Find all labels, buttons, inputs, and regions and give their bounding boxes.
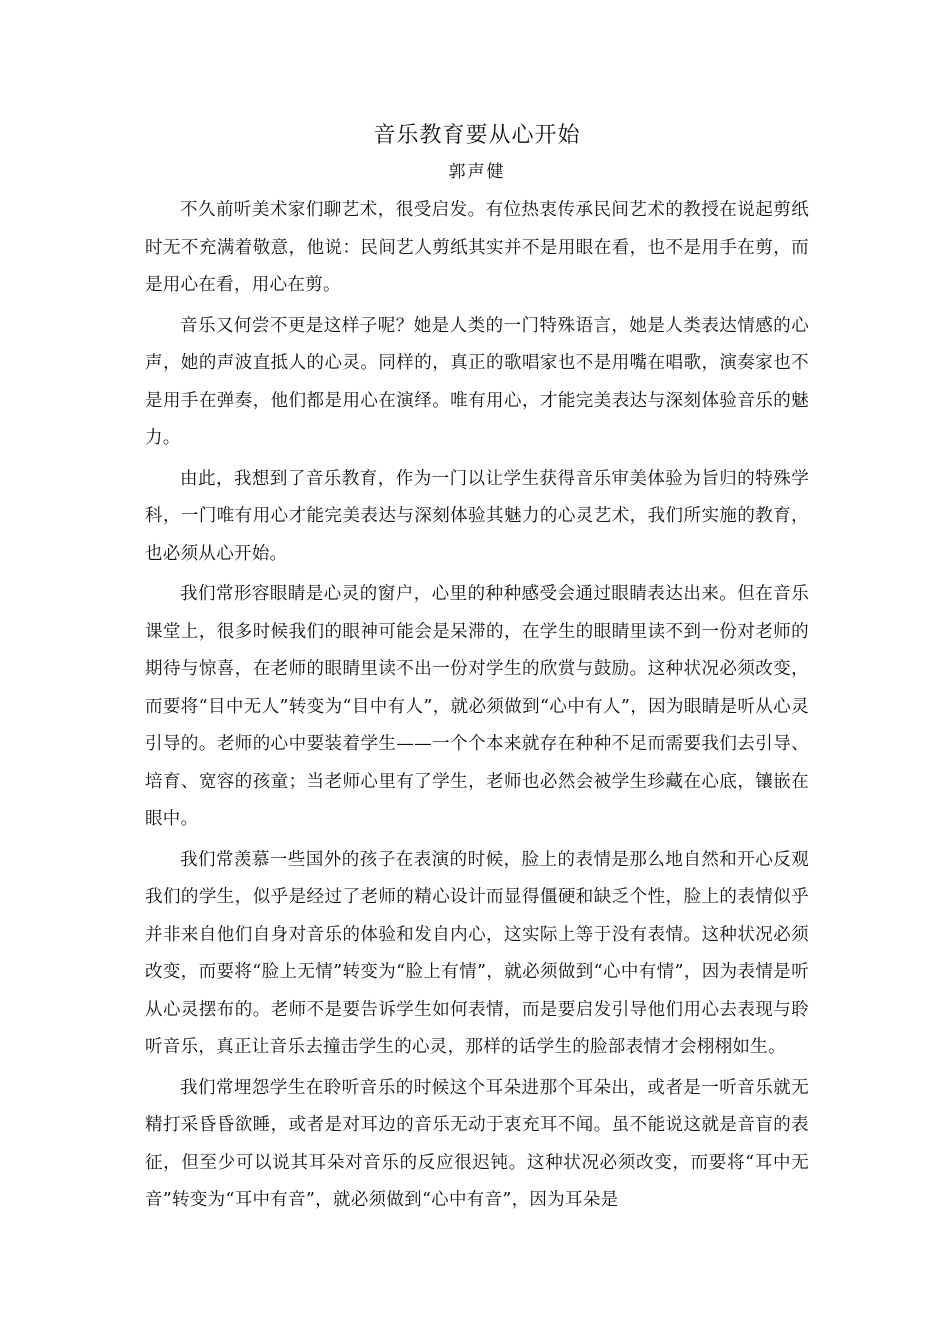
article-title: 音乐教育要从心开始 <box>373 123 581 148</box>
paragraph-4: 我们常形容眼睛是心灵的窗户，心里的种种感受会通过眼睛表达出来。但在音乐课堂上，很多时候我们的眼神可能会是呆滞的，在学生的眼睛里读不到一份对老师的期待与惊喜，在老师的眼睛里读不出一份对学生的欣赏与鼓励。这种状况必须改变，而要将“目中无人”转变为“目中有人”，就必须做到“心中有人”，因为眼睛是听从心灵引导的。老师的心中要装着学生——一个个本来就存在种种不足而需要我们去引导、培育、宽容的孩童；当老师心里有了学生，老师也必然会被学生珍藏在心底，镶嵌在眼中。 <box>145 584 809 829</box>
paragraph-1: 不久前听美术家们聊艺术，很受启发。有位热衷传承民间艺术的教授在说起剪纸时无不充满着敬意，他说：民间艺人剪纸其实并不是用眼在看，也不是用手在剪，而是用心在看，用心在剪。 <box>145 200 809 295</box>
paragraph-3: 由此，我想到了音乐教育，作为一门以让学生获得音乐审美体验为旨归的特殊学科，一门唯有用心才能完美表达与深刻体验其魅力的心灵艺术，我们所实施的教育，也必须从心开始。 <box>145 468 809 564</box>
paragraph-6: 我们常埋怨学生在聆听音乐的时候这个耳朵进那个耳朵出，或者是一听音乐就无精打采昏昏欲睡，或者是对耳边的音乐无动于衷充耳不闻。虽不能说这就是音盲的表征，但至少可以说其耳朵对音乐的反应很迟钝。这种状况必须改变，而要将“耳中无音”转变为“耳中有音”，就必须做到“心中有音”，因为耳朵是 <box>145 1077 809 1210</box>
article <box>145 116 809 1223</box>
paragraph-5: 我们常羡慕一些国外的孩子在表演的时候，脸上的表情是那么地自然和开心反观我们的学生，似乎是经过了老师的精心设计而显得僵硬和缺乏个性，脸上的表情似乎并非来自他们自身对音乐的体验和发自内心，这实际上等于没有表情。这种状况必须改变，而要将“脸上无情”转变为“脸上有情”，就必须做到“心中有情”，因为表情是听从心灵摆布的。老师不是要告诉学生如何表情，而是要启发引导他们用心去表现与聆听音乐，真正让音乐去撞击学生的心灵，那样的话学生的脸部表情才会栩栩如生。 <box>145 849 809 1057</box>
paragraph-2: 音乐又何尝不更是这样子呢？她是人类的一门特殊语言，她是人类表达情感的心声，她的声波直抵人的心灵。同样的，真正的歌唱家也不是用嘴在唱歌，演奏家也不是用手在弹奏，他们都是用心在演绎。唯有用心，才能完美表达与深刻体验音乐的魅力。 <box>145 315 809 448</box>
article-author: 郭声健 <box>448 162 506 182</box>
